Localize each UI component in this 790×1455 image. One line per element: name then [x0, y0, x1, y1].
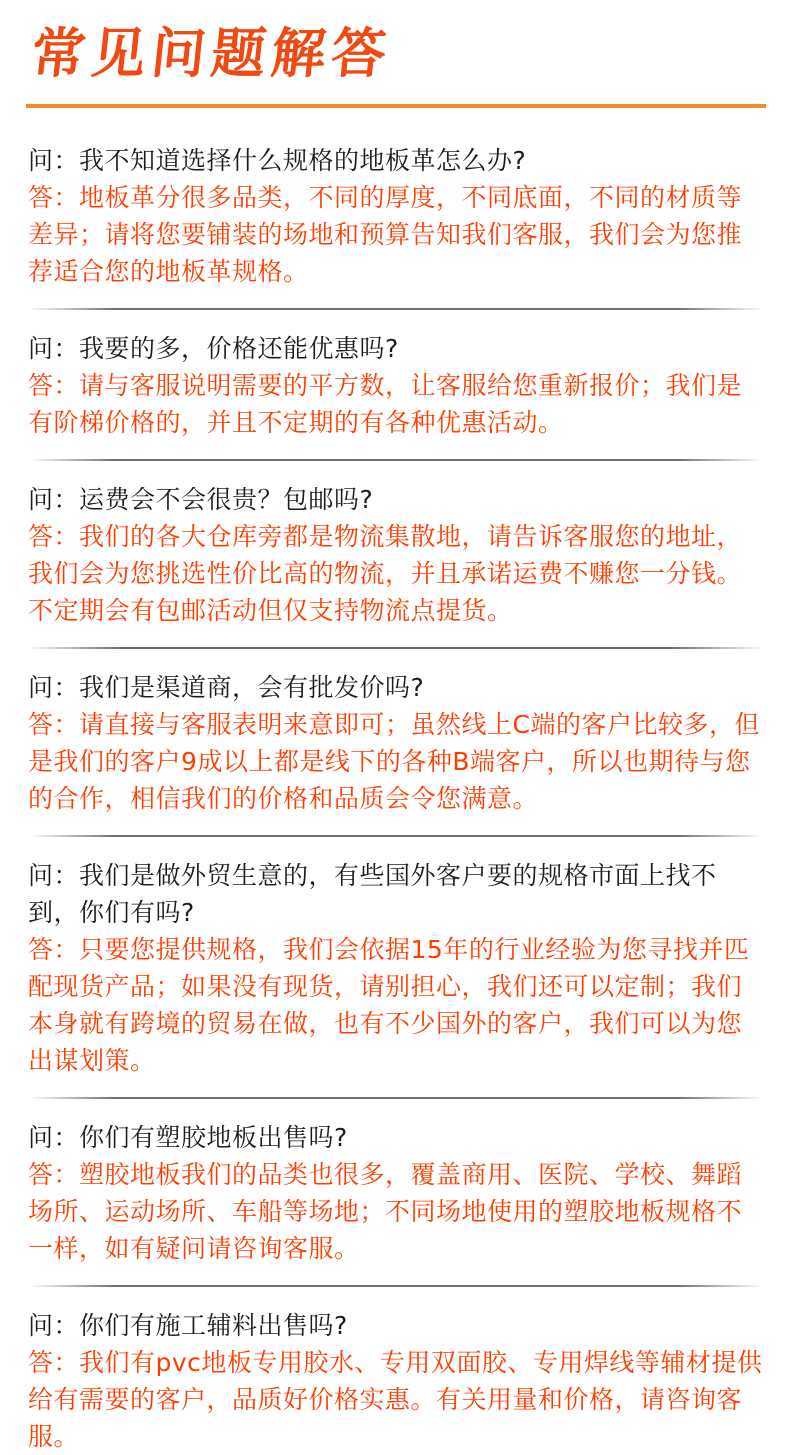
page-title: 常见问题解答 [28, 21, 396, 85]
faq-item [28, 669, 764, 817]
faq-item [28, 142, 764, 290]
faq-question: 问：我要的多，价格还能优惠吗? [28, 334, 399, 363]
faq-answer: 答：我们的各大仓库旁都是物流集散地，请告诉客服您的地址，我们会为您挑选性价比高的物流，并且承诺运费不赚您一分钱。不定期会有包邮活动但仅支持物流点提货。 [28, 522, 743, 625]
faq-item [28, 1307, 764, 1455]
faq-item [28, 330, 764, 441]
faq-answer: 答：我们有pvc地板专用胶水、专用双面胶、专用焊线等辅材提供给有需要的客户，品质好价格实惠。有关用量和价格，请咨询客服。 [28, 1348, 763, 1451]
faq-question: 问：运费会不会很贵？包邮吗? [28, 485, 374, 514]
faq-answer: 答：只要您提供规格，我们会依据15年的行业经验为您寻找并匹配现货产品；如果没有现货，请别担心，我们还可以定制；我们本身就有跨境的贸易在做，也有不少国外的客户，我们可以为您出谋划策。 [28, 935, 750, 1075]
faq-question: 问：你们有塑胶地板出售吗? [28, 1123, 348, 1152]
faq-question: 问：我们是做外贸生意的，有些国外客户要的规格市面上找不到，你们有吗? [28, 861, 717, 927]
faq-divider [28, 835, 764, 837]
faq-divider [28, 647, 764, 649]
faq-divider [28, 1097, 764, 1099]
faq-question: 问：我们是渠道商，会有批发价吗? [28, 673, 425, 702]
faq-divider [28, 308, 764, 310]
faq-answer: 答：请与客服说明需要的平方数，让客服给您重新报价；我们是有阶梯价格的，并且不定期的有各种优惠活动。 [28, 371, 743, 437]
faq-question: 问：你们有施工辅料出售吗? [28, 1311, 348, 1340]
faq-divider [28, 459, 764, 461]
header [28, 18, 396, 88]
faq-answer: 答：塑胶地板我们的品类也很多，覆盖商用、医院、学校、舞蹈场所、运动场所、车船等场地；不同场地使用的塑胶地板规格不一样，如有疑问请咨询客服。 [28, 1160, 743, 1263]
faq-item [28, 481, 764, 629]
faq-question: 问：我不知道选择什么规格的地板革怎么办? [28, 146, 527, 175]
header-divider [26, 104, 766, 108]
faq-answer: 答：请直接与客服表明来意即可；虽然线上C端的客户比较多，但是我们的客户9成以上都是线下的各种B端客户，所以也期待与您的合作，相信我们的价格和品质会令您满意。 [28, 710, 760, 813]
faq-item [28, 1119, 764, 1267]
faq-divider [28, 1285, 764, 1287]
faq-list [28, 142, 764, 1455]
faq-item [28, 857, 764, 1079]
faq-answer: 答：地板革分很多品类，不同的厚度，不同底面，不同的材质等差异；请将您要铺装的场地和预算告知我们客服，我们会为您推荐适合您的地板革规格。 [28, 183, 743, 286]
